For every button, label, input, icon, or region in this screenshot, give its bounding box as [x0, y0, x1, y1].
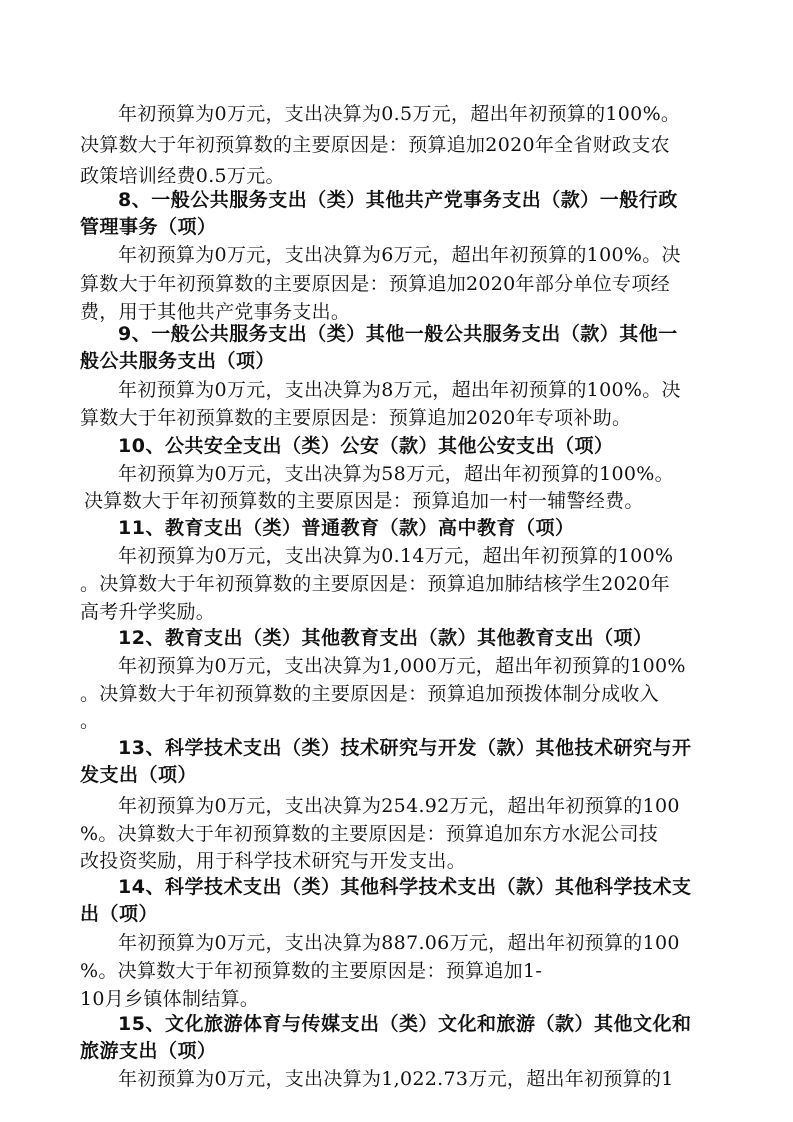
section-heading-9: 般公共服务支出（项） — [80, 350, 276, 372]
section-heading-8: 8、一般公共服务支出（类）其他共产党事务支出（款）一般行政 — [118, 189, 678, 211]
paragraph-line: 决算数大于年初预算数的主要原因是：预算追加一村一辅警经费。 — [84, 490, 644, 512]
paragraph-line: 10月乡镇体制结算。 — [80, 988, 260, 1010]
paragraph-line: %。决算数大于年初预算数的主要原因是：预算追加东方水泥公司技 — [80, 823, 659, 845]
paragraph-line: 年初预算为0万元，支出决算为1,022.73万元，超出年初预算的1 — [118, 1068, 674, 1090]
paragraph-line: %。决算数大于年初预算数的主要原因是：预算追加1- — [80, 960, 543, 982]
section-heading-13: 13、科学技术支出（类）技术研究与开发（款）其他技术研究与开 — [118, 737, 692, 759]
paragraph-line: 。决算数大于年初预算数的主要原因是：预算追加预拨体制分成收入 — [80, 683, 660, 705]
section-heading-13: 发支出（项） — [80, 764, 198, 786]
paragraph-line: 年初预算为0万元，支出决算为1,000万元，超出年初预算的100% — [118, 655, 686, 677]
paragraph-line: 年初预算为0万元，支出决算为8万元，超出年初预算的100%。决 — [118, 379, 681, 401]
paragraph-line: 年初预算为0万元，支出决算为6万元，超出年初预算的100%。决 — [118, 244, 681, 266]
paragraph-line: 费，用于其他共产党事务支出。 — [80, 301, 351, 323]
paragraph-line: 年初预算为0万元，支出决算为0.14万元，超出年初预算的100% — [118, 545, 674, 567]
section-heading-14: 出（项） — [80, 903, 159, 925]
paragraph-line: 年初预算为0万元，支出决算为58万元，超出年初预算的100%。 — [118, 463, 674, 485]
paragraph-line: 算数大于年初预算数的主要原因是：预算追加2020年专项补助。 — [80, 407, 632, 429]
paragraph-line: 算数大于年初预算数的主要原因是：预算追加2020年部分单位专项经 — [80, 273, 670, 295]
paragraph-line: 年初预算为0万元，支出决算为887.06万元，超出年初预算的100 — [118, 932, 680, 954]
section-heading-15: 15、文化旅游体育与传媒支出（类）文化和旅游（款）其他文化和 — [118, 1013, 692, 1035]
paragraph-line: 年初预算为0万元，支出决算为0.5万元，超出年初预算的100%。 — [118, 103, 681, 125]
paragraph-line: 决算数大于年初预算数的主要原因是：预算追加2020年全省财政支农 — [80, 134, 670, 156]
paragraph-line: 年初预算为0万元，支出决算为254.92万元，超出年初预算的100 — [118, 795, 680, 817]
paragraph-line: 改投资奖励，用于科学技术研究与开发支出。 — [80, 850, 467, 872]
section-heading-11: 11、教育支出（类）普通教育（款）高中教育（项） — [118, 517, 575, 539]
paragraph-line: 高考升学奖励。 — [80, 601, 216, 623]
paragraph-line: 。 — [80, 710, 100, 732]
section-heading-12: 12、教育支出（类）其他教育支出（款）其他教育支出（项） — [118, 627, 653, 649]
paragraph-line: 。决算数大于年初预算数的主要原因是：预算追加肺结核学生2020年 — [80, 573, 670, 595]
section-heading-14: 14、科学技术支出（类）其他科学技术支出（款）其他科学技术支 — [118, 876, 692, 898]
section-heading-9: 9、一般公共服务支出（类）其他一般公共服务支出（款）其他一 — [118, 323, 678, 345]
paragraph-line: 政策培训经费0.5万元。 — [80, 165, 285, 187]
section-heading-8: 管理事务（项） — [80, 216, 217, 238]
section-heading-15: 旅游支出（项） — [80, 1040, 217, 1062]
section-heading-10: 10、公共安全支出（类）公安（款）其他公安支出（项） — [118, 435, 614, 457]
